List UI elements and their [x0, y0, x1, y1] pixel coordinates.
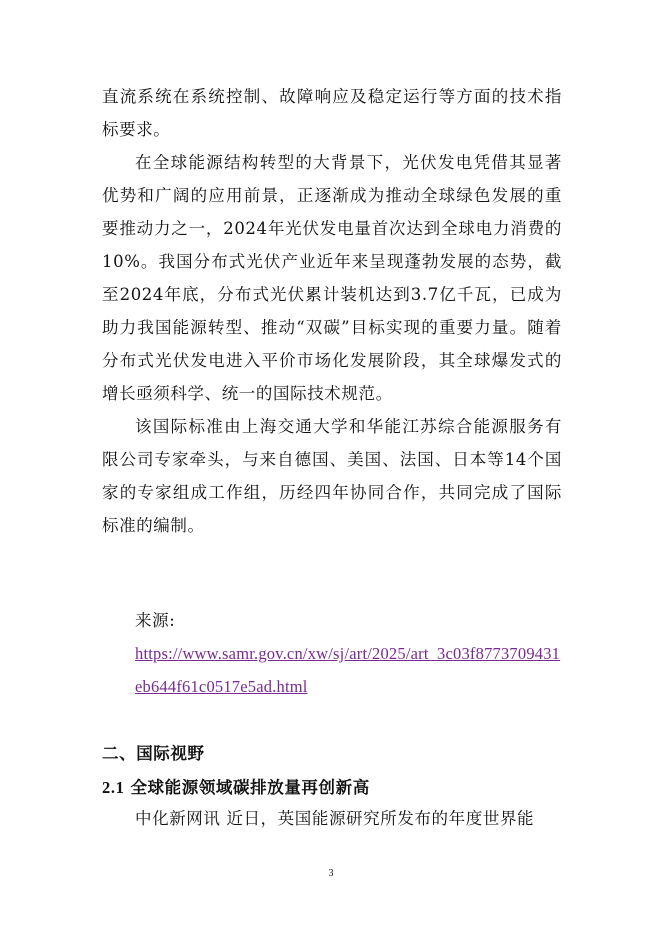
subsection-number: 2.1 — [102, 778, 125, 797]
subsection-heading — [102, 774, 370, 798]
body-text-top — [102, 80, 562, 542]
paragraph-standard-authors: 该国际标准由上海交通大学和华能江苏综合能源服务有限公司专家牵头，与来自德国、美国、法国、日本等14个国家的专家组成工作组，历经四年协同合作，共同完成了国际标准的编制。 — [102, 417, 562, 535]
source-block — [102, 604, 562, 703]
section-heading-international: 二、国际视野 — [102, 744, 205, 763]
subsection-title: 全球能源领域碳排放量再创新高 — [130, 778, 370, 797]
paragraph-news-intro: 中化新网讯 近日，英国能源研究所发布的年度世界能 — [135, 809, 535, 828]
paragraph-solar-pv: 在全球能源结构转型的大背景下，光伏发电凭借其显著优势和广阔的应用前景，正逐渐成为推动全球绿色发展的重要推动力之一，2024年光伏发电量首次达到全球电力消费的10%。我国分布式光伏产业近年来呈现蓬勃发展的态势，截至2024年底，分布式光伏累计装机达到3.7亿千瓦，已成为助力我国能源转型、推动“双碳”目标实现的重要力量。随着分布式光伏发电进入平价市场化发展阶段，其全球爆发式的增长亟须科学、统一的国际技术规范。 — [102, 153, 562, 403]
page-number: 3 — [328, 868, 334, 879]
body-text-bottom — [102, 802, 562, 835]
source-label: 来源: — [135, 611, 176, 630]
paragraph-continuation: 直流系统在系统控制、故障响应及稳定运行等方面的技术指标要求。 — [102, 87, 562, 139]
source-link[interactable]: https://www.samr.gov.cn/xw/sj/art/2025/art_3c03f8773709431eb644f61c0517e5ad.html — [135, 644, 561, 696]
